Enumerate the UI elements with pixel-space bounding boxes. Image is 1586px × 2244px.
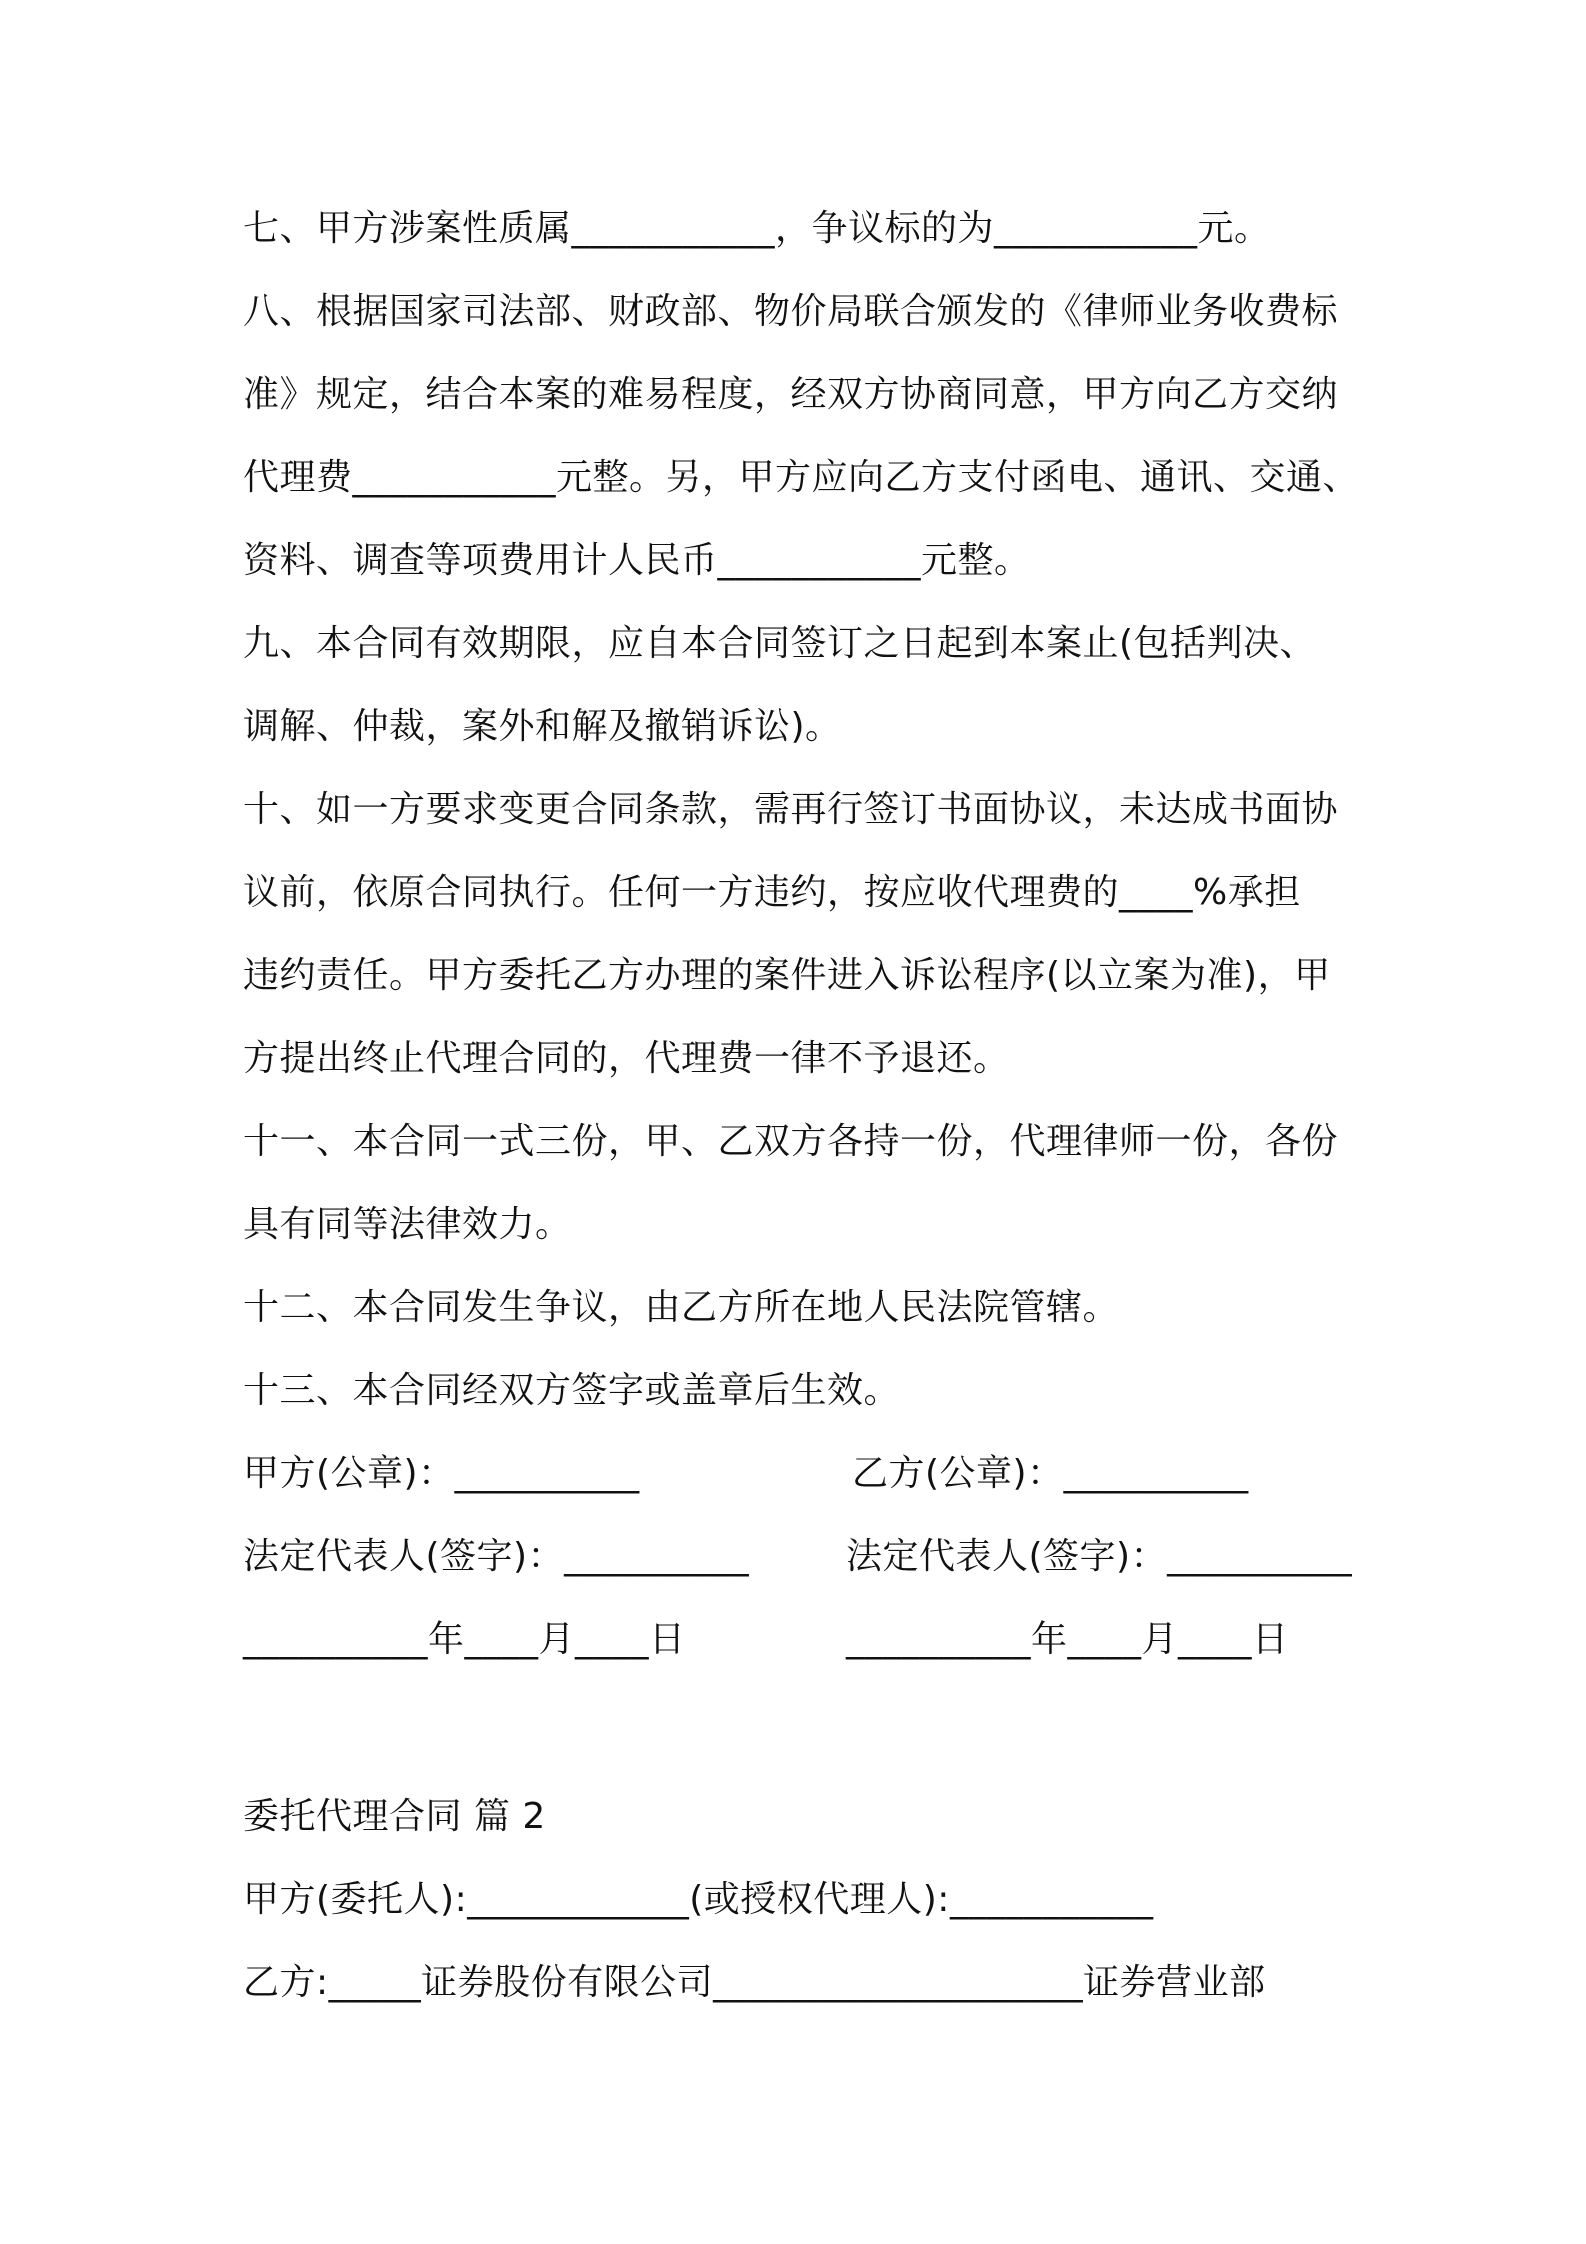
party-a-seal-field: 甲方(公章)：__________ [243, 1453, 640, 1494]
section-2-party-a: 甲方(委托人):____________(或授权代理人):___________ [243, 1879, 1154, 1920]
clause-12-line: 十二、本合同发生争议，由乙方所在地人民法院管辖。 [243, 1287, 1120, 1328]
section-2-party-b: 乙方:_____证券股份有限公司____________________证券营业部 [243, 1962, 1266, 2003]
clause-10-line-4: 方提出终止代理合同的，代理费一律不予退还。 [243, 1038, 1010, 1079]
clause-7-line: 七、甲方涉案性质属___________，争议标的为___________元。 [243, 208, 1271, 249]
clause-9-line-1: 九、本合同有效期限，应自本合同签订之日起到本案止(包括判决、 [243, 623, 1317, 664]
clause-10-line-3: 违约责任。甲方委托乙方办理的案件进入诉讼程序(以立案为准)，甲 [243, 955, 1331, 996]
party-a-rep-field: 法定代表人(签字)：__________ [243, 1536, 750, 1577]
clause-8-line-1: 八、根据国家司法部、财政部、物价局联合颁发的《律师业务收费标 [243, 291, 1339, 332]
clause-8-line-2: 准》规定，结合本案的难易程度，经双方协商同意，甲方向乙方交纳 [243, 374, 1339, 415]
clause-13-line: 十三、本合同经双方签字或盖章后生效。 [243, 1370, 901, 1411]
clause-9-line-2: 调解、仲裁，案外和解及撤销诉讼)。 [243, 706, 842, 747]
clause-8-line-4: 资料、调查等项费用计人民币___________元整。 [243, 540, 1031, 581]
clause-11-line-2: 具有同等法律效力。 [243, 1204, 572, 1245]
party-b-date-field: __________年____月____日 [846, 1619, 1289, 1660]
party-a-date-field: __________年____月____日 [243, 1619, 686, 1660]
clause-10-line-1: 十、如一方要求变更合同条款，需再行签订书面协议，未达成书面协 [243, 789, 1339, 830]
section-2-title: 委托代理合同 篇 2 [243, 1796, 546, 1837]
clause-8-line-3: 代理费___________元整。另，甲方应向乙方支付函电、通讯、交通、 [243, 457, 1360, 498]
clause-11-line-1: 十一、本合同一式三份，甲、乙双方各持一份，代理律师一份，各份 [243, 1121, 1339, 1162]
party-b-seal-field: 乙方(公章)：__________ [852, 1453, 1249, 1494]
clause-10-line-2: 议前，依原合同执行。任何一方违约，按应收代理费的____%承担 [243, 872, 1301, 913]
party-b-rep-field: 法定代表人(签字)：__________ [846, 1536, 1353, 1577]
